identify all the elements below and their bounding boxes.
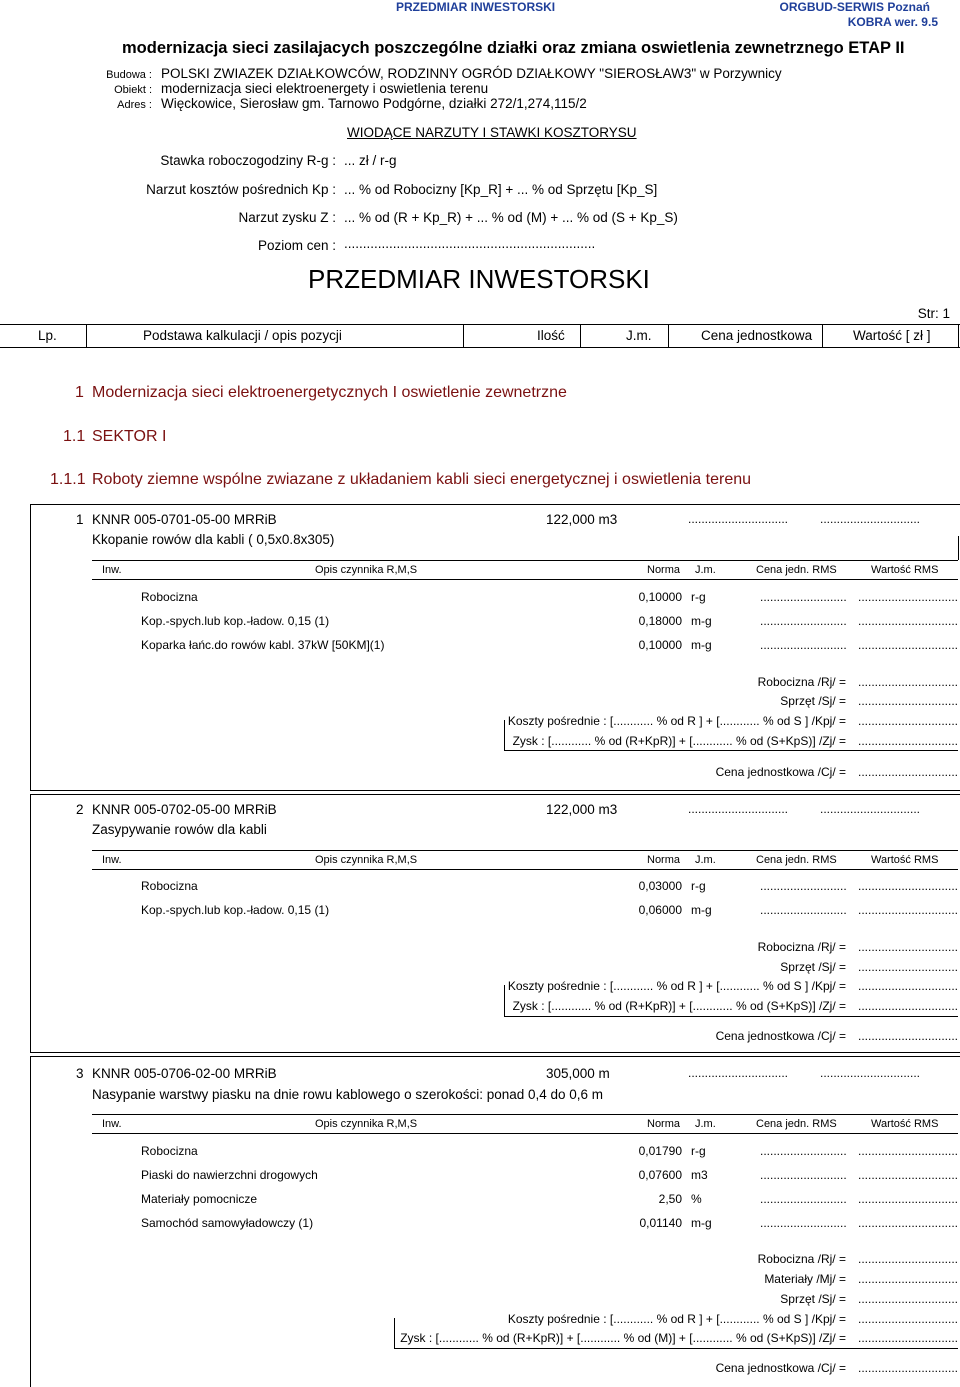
- header-company: ORGBUD-SERWIS Poznań: [779, 0, 930, 14]
- rms-factor-jm: m-g: [691, 638, 712, 652]
- rms-col-cena: Cena jedn. RMS: [756, 854, 837, 866]
- col-divider: [668, 324, 669, 348]
- rms-factor-value-dots: ..............................: [858, 590, 959, 604]
- rms-factor-price-dots: ..........................: [760, 614, 847, 628]
- poziom-label: Poziom cen :: [257, 238, 336, 253]
- summary-sprzet: Sprzęt /Sj/ =: [780, 694, 846, 708]
- rms-factor-name: Koparka łańc.do rowów kabl. 37kW [50KM](1): [141, 638, 385, 652]
- col-opis: Podstawa kalkulacji / opis pozycji: [143, 328, 342, 343]
- rms-factor-norma: 0,06000: [638, 903, 682, 917]
- stawka-label: Stawka roboczogodziny R-g :: [160, 153, 336, 168]
- rms-factor-value-dots: ..............................: [858, 1216, 959, 1230]
- position-right-mark: [958, 536, 959, 560]
- rms-factor-norma: 0,10000: [638, 638, 682, 652]
- rms-factor-price-dots: ..........................: [760, 590, 847, 604]
- rms-factor-name: Kop.-spych.lub kop.-ładow. 0,15 (1): [141, 903, 330, 917]
- rms-factor-price-dots: ..........................: [760, 1192, 847, 1206]
- rms-col-cena: Cena jedn. RMS: [756, 1118, 837, 1130]
- col-ilosc: Ilość: [537, 328, 565, 343]
- position-description: Nasypanie warstwy piasku na dnie rowu kablowego o szerokości: ponad 0,4 do 0,6 m: [92, 1087, 604, 1102]
- summary-dots: ..............................: [858, 714, 959, 728]
- rms-factor-price-dots: ..........................: [760, 903, 847, 917]
- position-unit-price-dots: ..............................: [688, 1066, 789, 1080]
- section-1-1-title: SEKTOR I: [92, 428, 167, 445]
- summary-line: [504, 750, 958, 751]
- summary-dots: ..............................: [858, 1029, 959, 1043]
- position-value-dots: ..............................: [820, 802, 921, 816]
- rms-factor-jm: m-g: [691, 1216, 712, 1230]
- position-top-line: [30, 1056, 960, 1057]
- summary-bracket: [394, 1318, 395, 1349]
- summary-bracket: [504, 720, 505, 751]
- position-quantity: 122,000 m3: [546, 512, 618, 527]
- rms-factor-name: Robocizna: [141, 879, 198, 893]
- position-description: Kkopanie rowów dla kabli ( 0,5x0.8x305): [92, 532, 335, 547]
- rms-factor-jm: m-g: [691, 903, 712, 917]
- position-description: Zasypywanie rowów dla kabli: [92, 822, 267, 837]
- rms-factor-value-dots: ..............................: [858, 903, 959, 917]
- header-center-title: PRZEDMIAR INWESTORSKI: [396, 0, 556, 14]
- rms-header-bottom-line: [92, 1133, 958, 1134]
- rms-factor-jm: r-g: [691, 590, 706, 604]
- col-cena: Cena jednostkowa: [701, 328, 813, 343]
- kp-value: ... % od Robocizny [Kp_R] + ... % od Sprzętu [Kp_S]: [344, 182, 658, 197]
- summary-zysk: Zysk : [............ % od (R+KpR)] + [............ % od (S+KpS)] /Zj/ =: [512, 999, 846, 1013]
- rms-header-bottom-line: [92, 579, 958, 580]
- z-label: Narzut zysku Z :: [238, 210, 336, 225]
- col-lp: Lp.: [38, 328, 57, 343]
- summary-dots: ..............................: [858, 1252, 959, 1266]
- summary-cena-jednostkowa: Cena jednostkowa /Cj/ =: [715, 1361, 846, 1375]
- rms-factor-jm: m-g: [691, 614, 712, 628]
- rms-col-inw: Inw.: [102, 1118, 122, 1130]
- rms-col-jm: J.m.: [695, 1118, 716, 1130]
- position-unit-price-dots: ..............................: [688, 802, 789, 816]
- summary-robocizna: Robocizna /Rj/ =: [757, 940, 846, 954]
- rms-factor-value-dots: ..............................: [858, 1192, 959, 1206]
- adres-value: Więckowice, Sierosław gm. Tarnowo Podgórne, działki 272/1,274,115/2: [161, 96, 587, 111]
- summary-cena-jednostkowa: Cena jednostkowa /Cj/ =: [715, 765, 846, 779]
- section-1-number: 1: [75, 384, 84, 401]
- rms-col-wartosc: Wartość RMS: [871, 854, 939, 866]
- col-divider: [86, 324, 87, 348]
- rms-header-top-line: [92, 1114, 958, 1115]
- summary-dots: ..............................: [858, 734, 959, 748]
- summary-sprzet: Sprzęt /Sj/ =: [780, 1292, 846, 1306]
- rms-col-norma: Norma: [647, 1118, 681, 1130]
- summary-materialy: Materiały /Mj/ =: [764, 1272, 846, 1286]
- summary-dots: ..............................: [858, 1361, 959, 1375]
- rms-factor-jm: r-g: [691, 1144, 706, 1158]
- summary-cena-jednostkowa: Cena jednostkowa /Cj/ =: [715, 1029, 846, 1043]
- position-value-dots: ..............................: [820, 1066, 921, 1080]
- summary-dots: ..............................: [858, 979, 959, 993]
- col-jm: J.m.: [626, 328, 652, 343]
- rms-factor-price-dots: ..........................: [760, 879, 847, 893]
- rms-factor-norma: 0,07600: [638, 1168, 682, 1182]
- section-1-1-number: 1.1: [63, 428, 86, 445]
- rms-factor-name: Piaski do nawierzchni drogowych: [141, 1168, 318, 1182]
- rms-factor-price-dots: ..........................: [760, 1216, 847, 1230]
- summary-zysk: Zysk : [............ % od (R+KpR)] + [............ % od (M)] + [............ % od (S+KpS)] /Zj/ =: [400, 1331, 846, 1345]
- project-title: modernizacja sieci zasilajacych poszczególne działki oraz zmiana oswietlenia zewnetrznego ETAP II: [122, 39, 905, 57]
- summary-dots: ..............................: [858, 675, 959, 689]
- rms-col-opis: Opis czynnika R,M,S: [315, 564, 418, 576]
- rms-factor-price-dots: ..........................: [760, 1144, 847, 1158]
- summary-dots: ..............................: [858, 999, 959, 1013]
- rms-col-wartosc: Wartość RMS: [871, 1118, 939, 1130]
- position-number: 2: [76, 802, 84, 817]
- stawka-value: ... zł / r-g: [344, 153, 397, 168]
- column-header-bottom-line: [0, 347, 960, 348]
- poziom-value: ...................................................................: [344, 236, 596, 251]
- rms-factor-jm: %: [691, 1192, 702, 1206]
- rms-col-inw: Inw.: [102, 564, 122, 576]
- col-divider: [958, 324, 959, 348]
- position-top-line: [30, 794, 960, 795]
- header-version: KOBRA wer. 9.5: [847, 15, 938, 29]
- position-top-line: [30, 504, 960, 505]
- position-quantity: 122,000 m3: [546, 802, 618, 817]
- position-number: 1: [76, 512, 84, 527]
- rms-factor-value-dots: ..............................: [858, 879, 959, 893]
- rms-factor-name: Kop.-spych.lub kop.-ładow. 0,15 (1): [141, 614, 330, 628]
- rms-factor-name: Robocizna: [141, 1144, 198, 1158]
- position-number: 3: [76, 1066, 84, 1081]
- position-bottom-line: [30, 1052, 960, 1053]
- summary-dots: ..............................: [858, 960, 959, 974]
- rms-factor-norma: 2,50: [658, 1192, 682, 1206]
- obiekt-value: modernizacja sieci elektroenergety i oswietlenia terenu: [161, 81, 489, 96]
- position-value-dots: ..............................: [820, 512, 921, 526]
- col-divider: [580, 324, 581, 348]
- rms-factor-value-dots: ..............................: [858, 614, 959, 628]
- rms-col-opis: Opis czynnika R,M,S: [315, 854, 418, 866]
- position-left-line: [30, 504, 31, 790]
- rms-factor-value-dots: ..............................: [858, 638, 959, 652]
- position-code: KNNR 005-0706-02-00 MRRiB: [92, 1066, 277, 1081]
- position-bottom-line: [30, 790, 960, 791]
- page-number: Str: 1: [917, 306, 950, 321]
- summary-dots: ..............................: [858, 694, 959, 708]
- section-1-1-1-title: Roboty ziemne wspólne zwiazane z układaniem kabli sieci energetycznej i oswietlenia terenu: [92, 471, 752, 488]
- section-1-title: Modernizacja sieci elektroenergetycznych I oswietlenie zewnetrzne: [92, 384, 567, 401]
- kp-label: Narzut kosztów pośrednich Kp :: [146, 182, 336, 197]
- rms-col-opis: Opis czynnika R,M,S: [315, 1118, 418, 1130]
- position-code: KNNR 005-0702-05-00 MRRiB: [92, 802, 277, 817]
- rms-factor-norma: 0,01140: [639, 1216, 682, 1230]
- rms-factor-norma: 0,10000: [638, 590, 682, 604]
- document-title: PRZEDMIAR INWESTORSKI: [308, 264, 650, 294]
- rms-col-norma: Norma: [647, 854, 681, 866]
- rms-col-cena: Cena jedn. RMS: [756, 564, 837, 576]
- col-divider: [463, 324, 464, 348]
- budowa-label: Budowa :: [106, 69, 152, 81]
- col-divider: [822, 324, 823, 348]
- column-header-top-line: [0, 324, 960, 325]
- adres-label: Adres :: [117, 99, 152, 111]
- summary-dots: ..............................: [858, 940, 959, 954]
- summary-dots: ..............................: [858, 1292, 959, 1306]
- rms-factor-price-dots: ..........................: [760, 1168, 847, 1182]
- rms-col-jm: J.m.: [695, 854, 716, 866]
- rms-factor-jm: r-g: [691, 879, 706, 893]
- rms-header-top-line: [92, 850, 958, 851]
- summary-dots: ..............................: [858, 765, 959, 779]
- summary-line: [394, 1348, 958, 1349]
- rms-factor-price-dots: ..........................: [760, 638, 847, 652]
- rms-col-norma: Norma: [647, 564, 681, 576]
- summary-robocizna: Robocizna /Rj/ =: [757, 675, 846, 689]
- col-wartosc: Wartość [ zł ]: [853, 328, 931, 343]
- z-value: ... % od (R + Kp_R) + ... % od (M) + ... % od (S + Kp_S): [344, 210, 678, 225]
- summary-dots: ..............................: [858, 1331, 959, 1345]
- summary-robocizna: Robocizna /Rj/ =: [757, 1252, 846, 1266]
- position-code: KNNR 005-0701-05-00 MRRiB: [92, 512, 277, 527]
- summary-zysk: Zysk : [............ % od (R+KpR)] + [............ % od (S+KpS)] /Zj/ =: [512, 734, 846, 748]
- summary-koszty: Koszty pośrednie : [............ % od R ] + [............ % od S ] /Kpj/ =: [507, 979, 846, 993]
- position-quantity: 305,000 m: [546, 1066, 610, 1081]
- summary-dots: ..............................: [858, 1312, 959, 1326]
- summary-line: [504, 1016, 958, 1017]
- section-1-1-1-number: 1.1.1: [50, 471, 86, 488]
- rms-factor-norma: 0,03000: [638, 879, 682, 893]
- rms-header-top-line: [92, 560, 958, 561]
- rms-factor-norma: 0,01790: [638, 1144, 682, 1158]
- budowa-value: POLSKI ZWIAZEK DZIAŁKOWCÓW, RODZINNY OGRÓD DZIAŁKOWY "SIEROSŁAW3" w Porzywnicy: [161, 66, 782, 81]
- position-left-line: [30, 794, 31, 1052]
- obiekt-label: Obiekt :: [114, 84, 152, 96]
- rms-col-wartosc: Wartość RMS: [871, 564, 939, 576]
- rms-header-bottom-line: [92, 869, 958, 870]
- rms-col-jm: J.m.: [695, 564, 716, 576]
- rms-factor-value-dots: ..............................: [858, 1144, 959, 1158]
- rms-factor-value-dots: ..............................: [858, 1168, 959, 1182]
- position-left-line: [30, 1056, 31, 1387]
- summary-bracket: [504, 985, 505, 1017]
- rms-factor-name: Samochód samowyładowczy (1): [141, 1216, 314, 1230]
- rms-factor-norma: 0,18000: [638, 614, 682, 628]
- summary-dots: ..............................: [858, 1272, 959, 1286]
- position-unit-price-dots: ..............................: [688, 512, 789, 526]
- summary-koszty: Koszty pośrednie : [............ % od R ] + [............ % od S ] /Kpj/ =: [507, 1312, 846, 1326]
- rms-col-inw: Inw.: [102, 854, 122, 866]
- rates-heading: WIODĄCE NARZUTY I STAWKI KOSZTORYSU: [347, 125, 637, 140]
- summary-koszty: Koszty pośrednie : [............ % od R ] + [............ % od S ] /Kpj/ =: [507, 714, 846, 728]
- summary-sprzet: Sprzęt /Sj/ =: [780, 960, 846, 974]
- rms-factor-jm: m3: [691, 1168, 708, 1182]
- rms-factor-name: Materiały pomocnicze: [141, 1192, 258, 1206]
- rms-factor-name: Robocizna: [141, 590, 198, 604]
